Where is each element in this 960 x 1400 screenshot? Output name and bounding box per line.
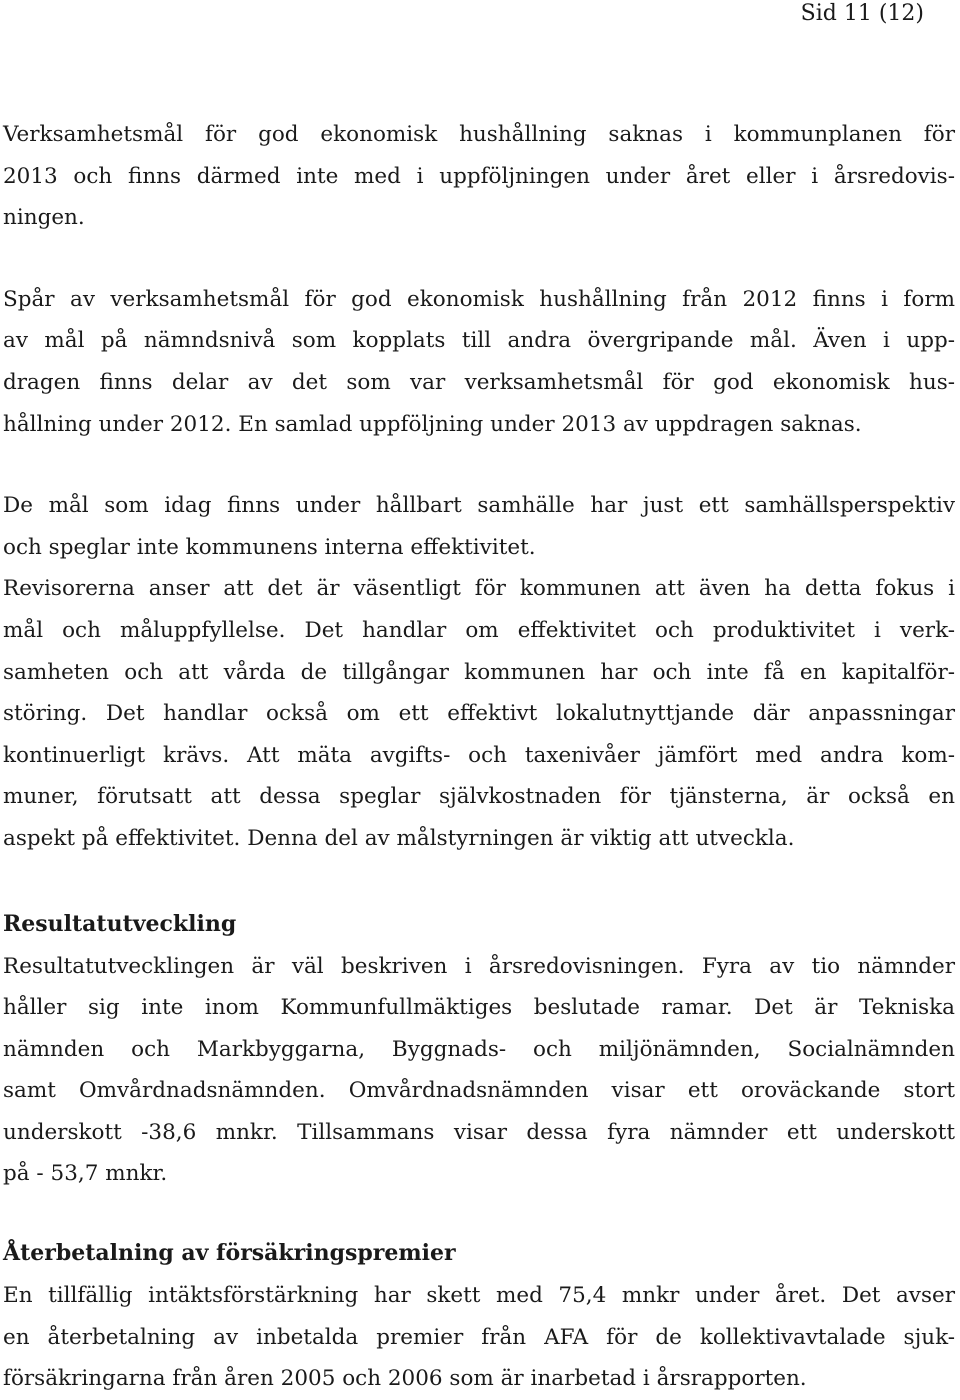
- text-line: underskott -38,6 mnkr. Tillsammans visar dessa fyra nämnder ett underskott: [3, 1119, 955, 1145]
- text-line: Spår av verksamhetsmål för god ekonomisk hushållning från 2012 finns i form: [3, 286, 955, 312]
- page-number: Sid 11 (12): [800, 1, 924, 26]
- text-line: dragen finns delar av det som var verksamhetsmål för god ekonomisk hus-: [3, 369, 955, 395]
- text-line: och speglar inte kommunens interna effektivitet.: [3, 534, 536, 560]
- paragraph-auditors-view: [3, 568, 955, 859]
- text-line: muner, förutsatt att dessa speglar självkostnaden för tjänsterna, är också en: [3, 784, 955, 810]
- paragraph-goals-missing: [3, 114, 955, 239]
- text-line: aspekt på effektivitet. Denna del av målstyrningen är viktig att utveckla.: [3, 825, 795, 851]
- text-line: mål och måluppfyllelse. Det handlar om effektivitet och produktivitet i verk-: [3, 617, 955, 643]
- text-line: En tillfällig intäktsförstärkning har skett med 75,4 mnkr under året. Det avser: [3, 1283, 955, 1309]
- paragraph-sustainable-society: [3, 485, 955, 568]
- text-line: håller sig inte inom Kommunfullmäktiges beslutade ramar. Det är Tekniska: [3, 995, 955, 1021]
- text-line: störing. Det handlar också om ett effektivt lokalutnyttjande där anpassningar: [3, 701, 955, 727]
- text-line: försäkringarna från åren 2005 och 2006 som är inarbetad i årsrapporten.: [3, 1366, 807, 1392]
- text-line: hållning under 2012. En samlad uppföljning under 2013 av uppdragen saknas.: [3, 411, 862, 437]
- text-line: på - 53,7 mnkr.: [3, 1161, 168, 1187]
- document-body: [3, 114, 955, 1400]
- text-line: en återbetalning av inbetalda premier från AFA för de kollektivavtalade sjuk-: [3, 1324, 955, 1350]
- text-line: nämnden och Markbyggarna, Byggnads- och miljönämnden, Socialnämnden: [3, 1036, 955, 1062]
- paragraph-goals-2012: [3, 279, 955, 445]
- text-line: samt Omvårdnadsnämnden. Omvårdnadsnämnden visar ett oroväckande stort: [3, 1078, 955, 1104]
- text-line: 2013 och finns därmed inte med i uppföljningen under året eller i årsredovis-: [3, 163, 955, 189]
- text-line: ningen.: [3, 205, 85, 231]
- text-line: De mål som idag finns under hållbart samhälle har just ett samhällsperspektiv: [3, 493, 955, 519]
- paragraph-aterbetalning: [3, 1275, 955, 1400]
- text-line: samheten och att vårda de tillgångar kommunen har och inte få en kapitalför-: [3, 659, 955, 685]
- text-line: Verksamhetsmål för god ekonomisk hushållning saknas i kommunplanen för: [3, 122, 955, 147]
- text-line: kontinuerligt krävs. Att mäta avgifts- och taxenivåer jämfört med andra kom-: [3, 742, 955, 768]
- text-line: av mål på nämndsnivå som kopplats till andra övergripande mål. Även i upp-: [3, 328, 955, 354]
- text-line: Revisorerna anser att det är väsentligt för kommunen att även ha detta fokus i: [3, 576, 955, 602]
- paragraph-resultatutveckling: [3, 946, 955, 1196]
- text-line: Resultatutvecklingen är väl beskriven i årsredovisningen. Fyra av tio nämnder: [3, 953, 955, 979]
- section-heading-aterbetalning: Återbetalning av försäkringspremier: [3, 1240, 456, 1267]
- section-heading-resultatutveckling: Resultatutveckling: [3, 910, 237, 937]
